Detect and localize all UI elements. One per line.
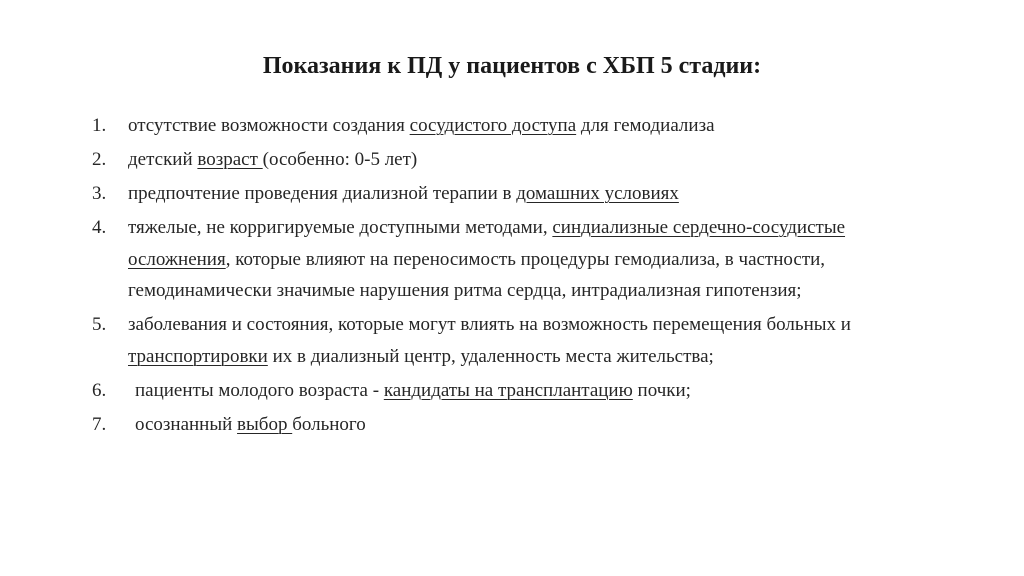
text-segment: больного: [292, 413, 366, 435]
list-item-number: 3.: [92, 183, 107, 204]
list-item-number: 4.: [92, 217, 107, 238]
text-segment: для гемодиализа: [576, 115, 715, 136]
hyperlink-text[interactable]: кандидаты на трансплантацию: [383, 379, 633, 401]
hyperlink-text[interactable]: домашних условиях: [516, 183, 679, 204]
list-item-text: [128, 212, 952, 307]
text-segment: заболевания и состояния, которые могут влиять на возможность перемещения больных и: [128, 314, 851, 335]
list-item-6: [92, 375, 952, 407]
text-segment: пациенты молодого возраста -: [135, 379, 384, 401]
hyperlink-text[interactable]: транспортировки: [128, 345, 268, 367]
text-segment: (особенно: 0-5 лет): [262, 149, 418, 170]
text-segment: , которые влияют на переносимость процедуры гемодиализа, в частности, гемодинамически значимые нарушения ритма сердца, интрадиализная гипотензия;: [128, 248, 826, 301]
text-segment: предпочтение проведения диализной терапии в: [128, 183, 517, 204]
list-item-number: 1.: [92, 115, 107, 136]
text-segment: детский: [128, 149, 198, 170]
text-segment: их в диализный центр, удаленность места жительства;: [267, 345, 714, 367]
hyperlink-text[interactable]: синдиализные сердечно-сосудистые осложнения: [128, 217, 846, 270]
list-item-number: 6.: [92, 379, 107, 401]
list-item-text: [128, 178, 952, 210]
list-item-number: 7.: [92, 413, 107, 435]
hyperlink-text[interactable]: сосудистого доступа: [409, 115, 577, 136]
text-segment: тяжелые, не корригируемые доступными методами,: [128, 217, 553, 238]
list-item-5: [92, 309, 952, 372]
text-segment: осознанный: [135, 413, 238, 435]
hyperlink-text[interactable]: выбор: [237, 413, 293, 435]
list-item-3: [92, 178, 952, 210]
slide-title: Показания к ПД у пациентов с ХБП 5 стадии:: [262, 53, 762, 79]
list-item-7: [92, 409, 952, 441]
list-item-1: [92, 110, 952, 142]
list-item-number: 2.: [92, 149, 107, 170]
hyperlink-text[interactable]: возраст: [197, 149, 263, 170]
list-item-text: [128, 110, 952, 142]
list-item-number: 5.: [92, 314, 107, 335]
list-item-2: [92, 144, 952, 176]
list-item-4: [92, 212, 952, 307]
list-item-text: [128, 409, 952, 441]
indications-list: [92, 110, 952, 443]
text-segment: почки;: [632, 379, 691, 401]
list-item-text: [128, 144, 952, 176]
list-item-text: [128, 309, 952, 372]
list-item-text: [128, 375, 952, 407]
text-segment: отсутствие возможности создания: [128, 115, 410, 136]
